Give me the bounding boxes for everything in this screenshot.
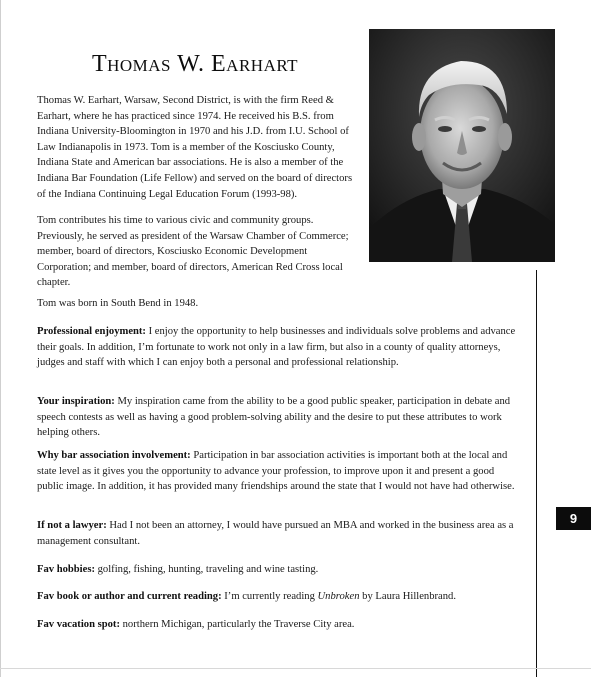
qa-bar-involvement [37,448,519,495]
bottom-divider [0,668,591,669]
qa-professional-enjoyment [37,324,517,371]
qa-fav-book [37,589,517,605]
bio-paragraph-3: Tom was born in South Bend in 1948. [37,298,199,309]
bio-paragraph-2: Tom contributes his time to various civic and community groups. Previously, he served as president of the Warsaw Chamber of Commerce; member, board of directors, Kosciusko Economic Development Corporation; and member, board of directors, American Red Cross local chapter. [37,215,349,289]
qa-label: Fav vacation spot: [37,619,120,630]
qa-label: Why bar association involvement: [37,450,191,461]
portrait-photo [369,29,555,262]
qa-fav-vacation [37,617,517,633]
qa-answer: golfing, fishing, hunting, traveling and wine tasting. [94,564,319,575]
qa-if-not-lawyer [37,518,517,549]
page-title: Thomas W. Earhart [91,51,299,77]
qa-answer: Had I not been an attorney, I would have pursued an MBA and worked in the business area as a management consultant. [37,520,514,547]
qa-answer: by Laura Hillenbrand. [359,591,457,602]
bio-paragraph-1: Thomas W. Earhart, Warsaw, Second District, is with the firm Reed & Earhart, where he has practiced since 1974. He received his B.S. from Indiana University-Bloomington in 1970 and his J.D. from I.U. School of Law Indianapolis in 1973. Tom is a member of the Kosciusko County, Indiana State and American bar associations. He is also a member of the Indiana Bar Foundation (Life Fellow) and served on the board of directors of the Indiana Continuing Legal Education Forum (1993-98). [37,95,353,200]
qa-label: If not a lawyer: [37,520,107,531]
qa-label: Fav book or author and current reading: [37,591,222,602]
book-title: Unbroken [317,591,360,602]
qa-answer: I enjoy the opportunity to help businesses and individuals solve problems and advance their goals. In addition, I’m fortunate to work not only in a law firm, but also in a county of quality attorneys, judges and staff with which I can enjoy both a personal and professional relationship. [37,326,516,369]
qa-inspiration [37,394,517,441]
page-number-tab: 9 [556,507,591,530]
qa-label: Fav hobbies: [37,564,95,575]
qa-answer: Participation in bar association activities is important both at the local and state level as it gives you the opportunity to advance your profession, to improve upon it and present a good public image. In addition, it has provided many friendships around the state that I would not have had otherwise. [37,450,515,493]
qa-answer: I’m currently reading [221,591,318,602]
qa-label: Your inspiration: [37,396,115,407]
vertical-divider [536,270,537,677]
qa-answer: northern Michigan, particularly the Traverse City area. [119,619,355,630]
qa-answer: My inspiration came from the ability to be a good public speaker, participation in debate and speech contests as well as having a good problem-solving ability and the desire to put these attributes to work helping others. [37,396,511,439]
qa-label: Professional enjoyment: [37,326,146,337]
qa-fav-hobbies [37,562,517,578]
